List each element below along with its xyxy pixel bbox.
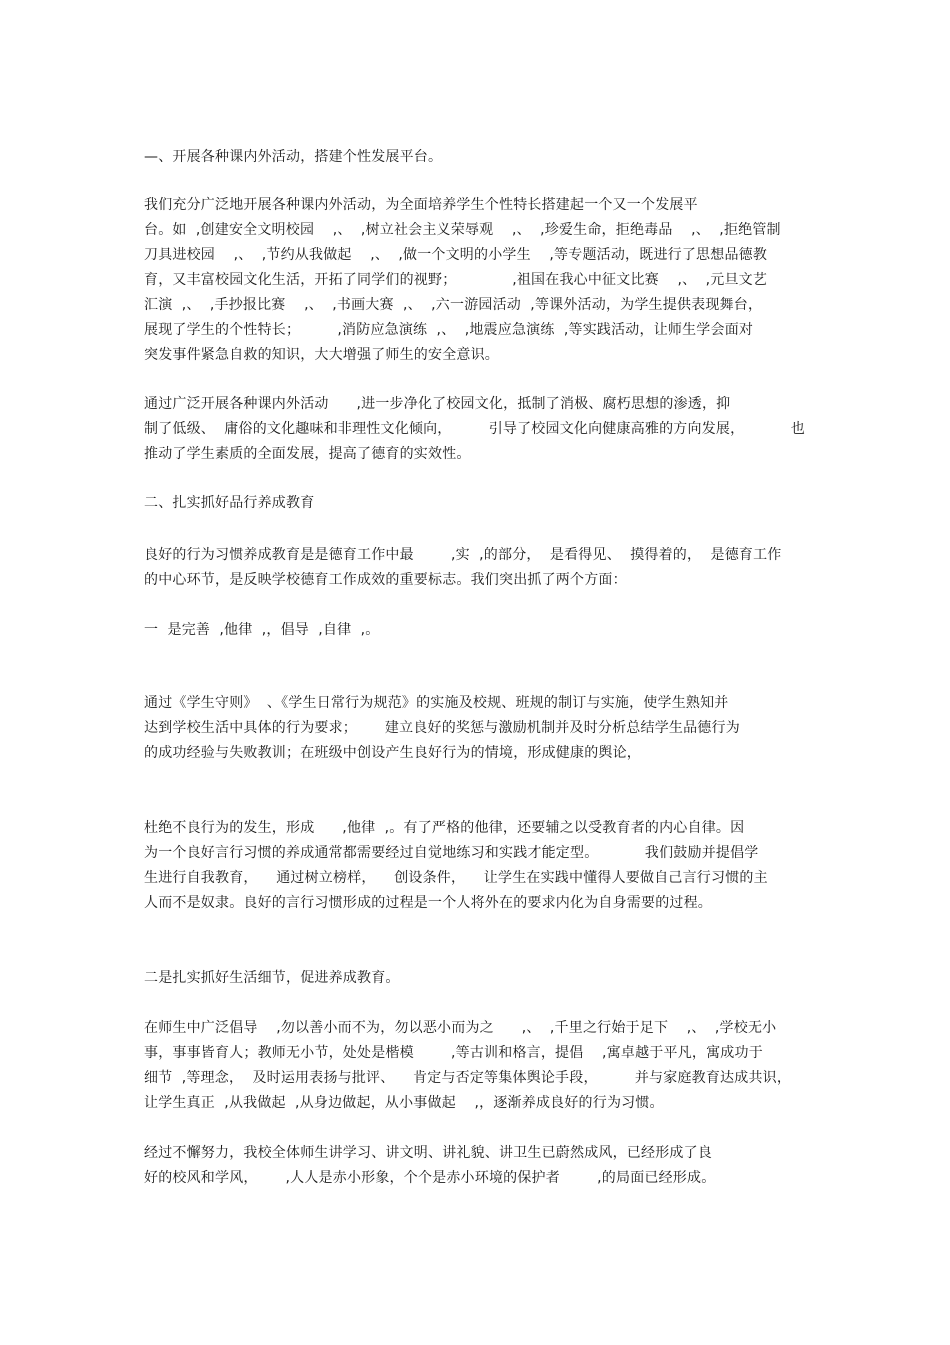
paragraph-line: 在师生中广泛倡导 ,勿以善小而不为，勿以恶小而为之 ,、 ,千里之行始于足下 ,、 ,学校无小 (144, 1020, 777, 1036)
point-heading-2: 二是扎实抓好生活细节，促进养成教育。 (144, 970, 400, 986)
paragraph-line: 让学生真正 ,从我做起 ,从身边做起，从小事做起 ,，逐渐养成良好的行为习惯。 (144, 1095, 664, 1111)
paragraph-line: 杜绝不良行为的发生，形成 ,他律 ,。有了严格的他律，还要辅之以受教育者的内心自律。因 (144, 820, 745, 836)
paragraph-line: 育，又丰富校园文化生活，开拓了同学们的视野； ,祖国在我心中征文比赛 ,、 ,元旦文艺 (144, 272, 768, 288)
paragraph-line: 事，事事皆育人；教师无小节，处处是楷模 ,等古训和格言，提倡 ,寓卓越于平凡，寓成功于 (144, 1045, 763, 1061)
paragraph-line: 通过广泛开展各种课内外活动 ,进一步净化了校园文化，抵制了消极、腐朽思想的渗透，抑 (144, 396, 731, 412)
paragraph-line: 生进行自我教育， 通过树立榜样， 创设条件， 让学生在实践中懂得人要做自己言行习惯的主 (144, 870, 768, 886)
paragraph-line: 细节 ,等理念， 及时运用表扬与批评、 肯定与否定等集体舆论手段， 并与家庭教育达成共识， (144, 1070, 792, 1086)
paragraph-line: 汇演 ,、 ,手抄报比赛 ,、 ,书画大赛 ,、 ,六一游园活动 ,等课外活动，为学生提供表现舞台， (144, 297, 763, 313)
paragraph-line: 我们充分广泛地开展各种课内外活动，为全面培养学生个性特长搭建起一个又一个发展平 (144, 197, 698, 213)
paragraph-line: 突发事件紧急自救的知识，大大增强了师生的安全意识。 (144, 347, 499, 363)
point-heading-1: 一 是完善 ,他律 ,，倡导 ,自律 ,。 (144, 622, 380, 638)
paragraph-line: 人而不是奴隶。良好的言行习惯形成的过程是一个人将外在的要求内化为自身需要的过程。 (144, 895, 712, 911)
paragraph-line: 台。如 ,创建安全文明校园 ,、 ,树立社会主义荣辱观 ,、 ,珍爱生命，拒绝毒品 ,、 ,拒绝管制 (144, 222, 781, 238)
paragraph-line: 良好的行为习惯养成教育是是德育工作中最 ,实 ,的部分， 是看得见、 摸得着的， 是德育工作 (144, 547, 782, 563)
paragraph-line: 制了低级、 庸俗的文化趣味和非理性文化倾向， 引导了校园文化向健康高雅的方向发展， 也 (144, 421, 806, 437)
paragraph-line: 通过《学生守则》 、《学生日常行为规范》的实施及校规、班规的制订与实施，使学生熟知并 (144, 695, 729, 711)
section-heading-1: —、开展各种课内外活动，搭建个性发展平台。 (144, 149, 443, 165)
paragraph-line: 经过不懈努力，我校全体师生讲学习、讲文明、讲礼貌、讲卫生已蔚然成风，已经形成了良 (144, 1145, 712, 1161)
paragraph-line: 的中心环节，是反映学校德育工作成效的重要标志。我们突出抓了两个方面： (144, 572, 627, 588)
paragraph-line: 为一个良好言行习惯的养成通常都需要经过自觉地练习和实践才能定型。 我们鼓励并提倡学 (144, 845, 759, 861)
paragraph-line: 达到学校生活中具体的行为要求； 建立良好的奖惩与激励机制并及时分析总结学生品德行为 (144, 720, 740, 736)
paragraph-line: 展现了学生的个性特长； ,消防应急演练 ,、 ,地震应急演练 ,等实践活动，让师生学会面对 (144, 322, 754, 338)
paragraph-line: 刀具进校园 ,、 ,节约从我做起 ,、 ,做一个文明的小学生 ,等专题活动，既进行了思想品德教 (144, 247, 768, 263)
paragraph-line: 推动了学生素质的全面发展，提高了德育的实效性。 (144, 446, 471, 462)
paragraph-line: 的成功经验与失败教训；在班级中创设产生良好行为的情境，形成健康的舆论， (144, 745, 641, 761)
paragraph-line: 好的校风和学风， ,人人是赤小形象，个个是赤小环境的保护者 ,的局面已经形成。 (144, 1170, 716, 1186)
section-heading-2: 二、扎实抓好品行养成教育 (144, 495, 315, 511)
